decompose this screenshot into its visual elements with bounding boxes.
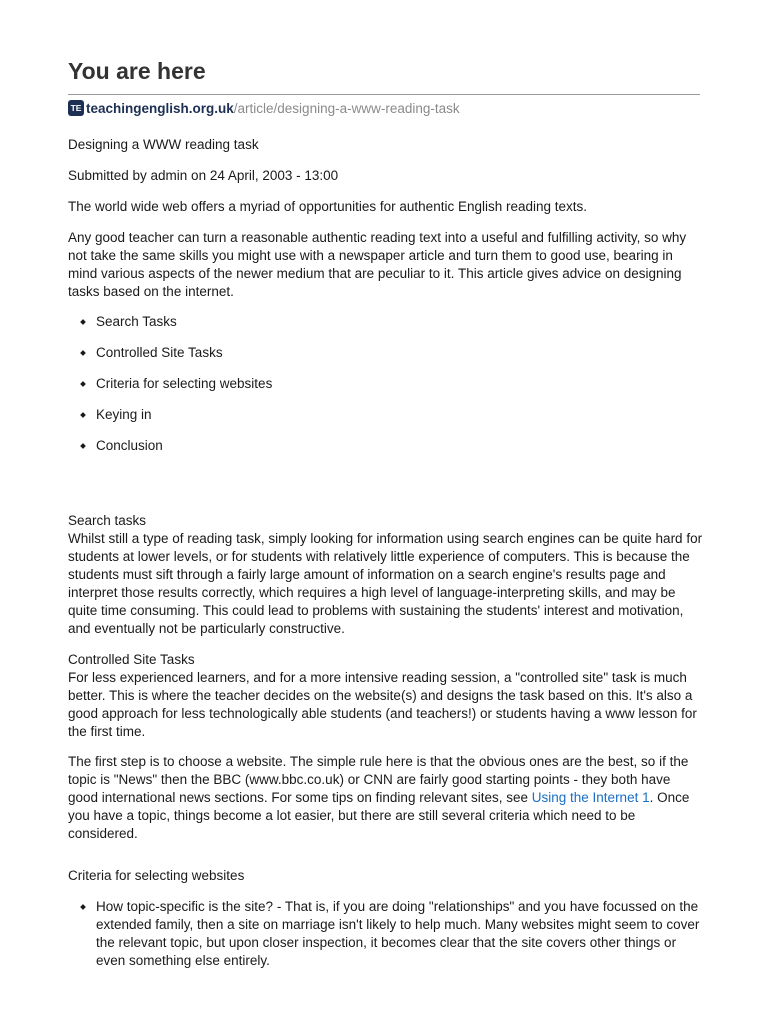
toc-item: Keying in <box>68 406 703 437</box>
intro-paragraph-2: Any good teacher can turn a reasonable authentic reading text into a useful and fulfilling activity, so why not take the same skills you might use with a newspaper article and turn them to good use, bearing in mind various aspects of the newer medium that are peculiar to it. This article gives advice on designing tasks based on the internet. <box>68 230 687 299</box>
controlled-site-body: For less experienced learners, and for a more intensive reading session, a "controlled site" task is much better. This is where the teacher decides on the website(s) and designs the task based on this. It's also a good approach for less technologically able students (and teachers!) or students having a www lesson for the first time. <box>68 670 697 739</box>
toc-item: Search Tasks <box>68 313 703 344</box>
criteria-item: How topic-specific is the site? - That is, if you are doing "relationships" and you have focussed on the extended family, then a site on marriage isn't likely to help much. Many websites might seem to cover the relevant topic, but upon closer inspection, it becomes clear that the site covers other things or even something else entirely. <box>68 898 703 970</box>
first-step-text: The first step is to choose a website. The simple rule here is that the obvious ones are the best, so if the topic is "News" then the BBC (www.bbc.co.uk) or CNN are fairly good starting points - they both have good international news sections. For some tips on finding relevant sites, see <box>68 754 689 805</box>
breadcrumb-domain-link[interactable]: teachingenglish.org.uk <box>86 100 234 116</box>
first-step-paragraph <box>68 753 703 843</box>
title-divider <box>68 94 700 95</box>
toc-item: Controlled Site Tasks <box>68 344 703 375</box>
breadcrumb <box>68 99 460 117</box>
article-body <box>68 136 703 970</box>
article-heading: Designing a WWW reading task <box>68 137 259 152</box>
controlled-site-heading: Controlled Site Tasks <box>68 652 195 667</box>
intro-paragraph-1: The world wide web offers a myriad of opportunities for authentic English reading texts. <box>68 199 588 214</box>
teachingenglish-logo-icon: TE <box>68 100 84 116</box>
page-title: You are here <box>68 58 206 84</box>
search-tasks-heading: Search tasks <box>68 513 147 528</box>
submitted-line: Submitted by admin on 24 April, 2003 - 13:00 <box>68 168 339 183</box>
criteria-heading: Criteria for selecting websites <box>68 868 245 883</box>
first-step-text-end: . Once you have a topic, things become a lot easier, but there are still several criteria which need to be considered. <box>68 790 690 841</box>
criteria-list <box>68 898 703 970</box>
toc-item: Conclusion <box>68 437 703 468</box>
search-tasks-body: Whilst still a type of reading task, simply looking for information using search engines can be quite hard for students at lower levels, or for students with relatively little experience of computers. This is because the students must sift through a fairly large amount of information on a search engine's results page and interpret those results correctly, which requires a high level of language-interpreting skills, and may be quite time consuming. This could lead to problems with sustaining the students' interest and motivation, and eventually not be particularly constructive. <box>68 531 703 636</box>
breadcrumb-path: /article/designing-a-www-reading-task <box>233 100 460 116</box>
toc-item: Criteria for selecting websites <box>68 375 703 406</box>
using-the-internet-link[interactable]: Using the Internet 1 <box>531 790 650 805</box>
table-of-contents <box>68 313 703 468</box>
